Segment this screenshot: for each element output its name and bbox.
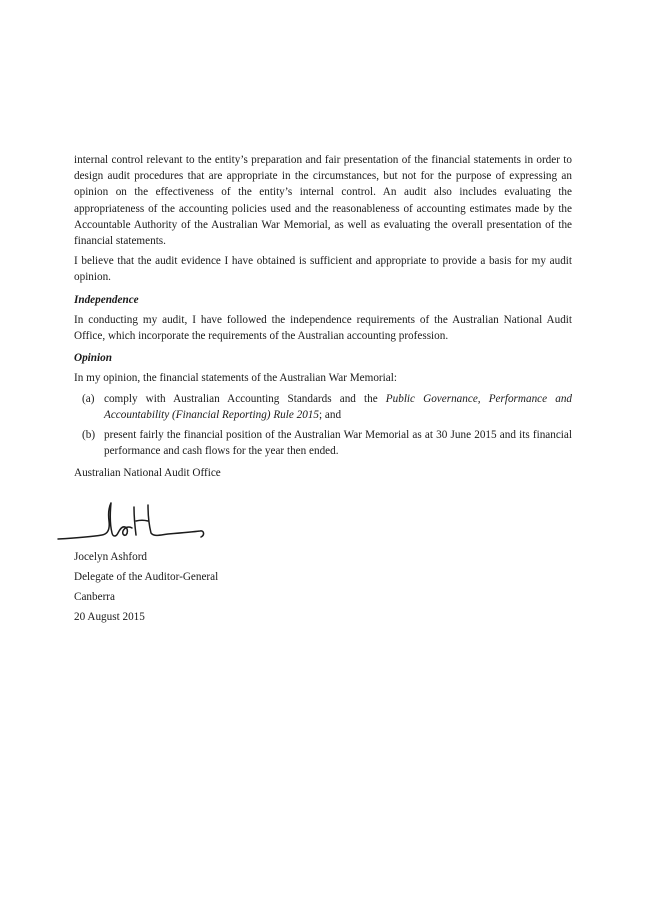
opinion-heading: Opinion xyxy=(74,352,112,365)
paragraph-internal-control: internal control relevant to the entity’s preparation and fair presentation of the financial statements in order to design audit procedures that are appropriate in the circumstances, but not for the purpose of expressing an opinion on the effectiveness of the entity’s internal control. An audit also includes evaluating the appropriateness of the accounting policies used and the reasonableness of accounting estimates made by the Accountable Authority of the Australian War Memorial, as well as evaluating the overall presentation of the financial statements. xyxy=(74,154,572,248)
paragraph-audit-evidence: I believe that the audit evidence I have obtained is sufficient and appropriate to provide a basis for my audit opinion. xyxy=(74,255,572,284)
opinion-item-a-marker: (a) xyxy=(82,392,95,405)
office-name: Australian National Audit Office xyxy=(74,467,221,480)
signatory-title: Delegate of the Auditor-General xyxy=(74,571,219,584)
opinion-intro: In my opinion, the financial statements of the Australian War Memorial: xyxy=(74,372,397,385)
independence-heading: Independence xyxy=(74,293,139,306)
opinion-item-a-text-after: ; and xyxy=(319,408,342,421)
opinion-item-b-text: present fairly the financial position of the Australian War Memorial as at 30 June 2015 and its financial performance and cash flows for the year then ended. xyxy=(104,429,572,458)
opinion-item-a xyxy=(74,391,572,423)
independence-paragraph: In conducting my audit, I have followed the independence requirements of the Australian National Audit Office, which incorporate the requirements of the Australian accounting profession. xyxy=(74,313,572,343)
opinion-item-b-marker: (b) xyxy=(82,429,96,442)
opinion-item-a-rule-title: Public Governance, Performance and Accountability (Financial Reporting) Rule 2015 xyxy=(104,392,573,421)
opinion-item-b xyxy=(74,427,572,459)
signing-date: 20 August 2015 xyxy=(74,611,145,624)
opinion-list xyxy=(74,391,572,460)
audit-report-page xyxy=(74,152,572,627)
signing-location: Canberra xyxy=(74,591,115,604)
opinion-item-a-text-before: comply with Australian Accounting Standards and the xyxy=(104,392,386,405)
opinion-item-a-text xyxy=(104,391,572,423)
handwritten-signature xyxy=(56,499,216,545)
signatory-name: Jocelyn Ashford xyxy=(74,551,148,564)
